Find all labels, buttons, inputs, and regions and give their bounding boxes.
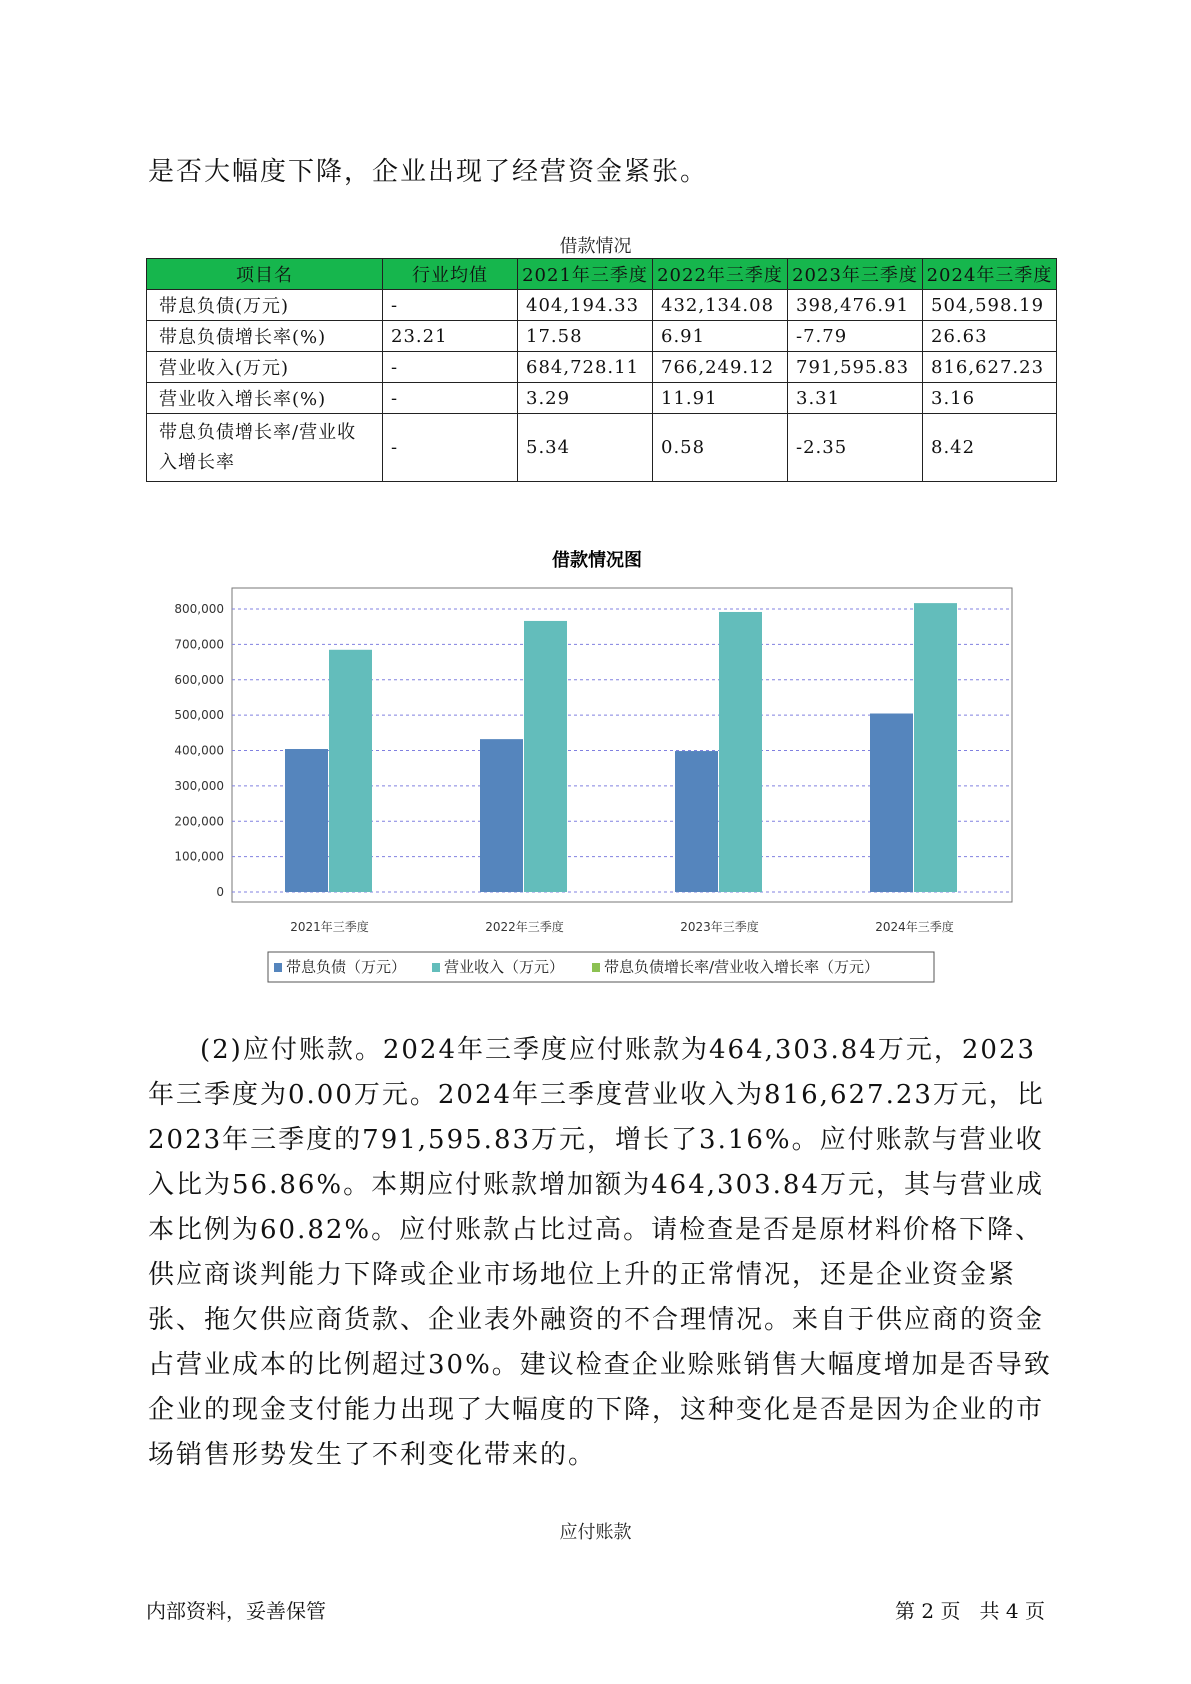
chart-legend-label: 带息负债增长率/营业收入增长率（万元） (604, 958, 880, 976)
chart-x-tick-label: 2023年三季度 (680, 920, 759, 934)
table-row (147, 321, 1057, 352)
table-row (147, 290, 1057, 321)
chart-bar (719, 612, 762, 892)
table-header-cell: 2023年三季度 (788, 259, 923, 290)
chart-bar (870, 713, 913, 892)
chart-y-tick-label: 300,000 (174, 778, 224, 793)
table-cell: 带息负债增长率(%) (147, 321, 383, 352)
chart-bar (675, 751, 718, 892)
table-cell: -7.79 (788, 321, 923, 352)
table-header-cell: 2022年三季度 (653, 259, 788, 290)
table-cell: - (383, 290, 518, 321)
table-cell: 3.31 (788, 383, 923, 414)
chart-y-tick-label: 800,000 (174, 602, 224, 616)
chart-x-tick-label: 2024年三季度 (875, 920, 954, 934)
chart-y-axis (174, 602, 224, 899)
table-cell: 684,728.11 (518, 352, 653, 383)
footer-page-number: 第 2 页 共 4 页 (895, 1599, 1045, 1623)
chart-x-tick-label: 2022年三季度 (485, 920, 564, 934)
accounts-payable-paragraph: (2)应付账款。2024年三季度应付账款为464,303.84万元，2023年三季度为0.00万元。2024年三季度营业收入为816,627.23万元，比2023年三季度的791,595.83万元，增长了3.16%。应付账款与营业收入比为56.86%。本期应付账款增加额为464,303.84万元，其与营业成本比例为60.82%。应付账款占比过高。请检查是否是原材料价格下降、供应商谈判能力下降或企业市场地位上升的正常情况，还是企业资金紧张、拖欠供应商货款、企业表外融资的不合理情况。来自于供应商的资金占营业成本的比例超过30%。建议检查企业赊账销售大幅度增加是否导致企业的现金支付能力出现了大幅度的下降，这种变化是否是因为企业的市场销售形势发生了不利变化带来的。 (148, 1035, 1052, 1470)
chart-y-tick-label: 100,000 (174, 849, 224, 864)
table-row (147, 352, 1057, 383)
table-cell: 3.29 (518, 383, 653, 414)
table-row (147, 414, 1057, 482)
chart-y-tick-label: 600,000 (174, 672, 224, 687)
table-cell: 404,194.33 (518, 290, 653, 321)
chart-y-tick-label: 400,000 (174, 743, 224, 758)
chart-x-tick-label: 2021年三季度 (290, 920, 369, 934)
table-cell: 504,598.19 (923, 290, 1057, 321)
table-cell: 816,627.23 (923, 352, 1057, 383)
table-cell: 8.42 (923, 414, 1057, 482)
chart-bar (329, 650, 372, 892)
table-header-cell: 行业均值 (383, 259, 518, 290)
chart-x-axis (290, 919, 954, 934)
table-cell: 带息负债增长率/营业收入增长率 (147, 414, 383, 482)
table-cell: 营业收入(万元) (147, 352, 383, 383)
chart-y-tick-label: 500,000 (174, 708, 224, 723)
chart-bar (524, 621, 567, 892)
loan-chart (0, 540, 1191, 990)
table-header-cell: 项目名 (147, 259, 383, 290)
table-cell: 6.91 (653, 321, 788, 352)
table-cell: - (383, 414, 518, 482)
chart-legend-label: 营业收入（万元） (444, 958, 565, 976)
table-header-cell: 2024年三季度 (923, 259, 1057, 290)
table-cell: 营业收入增长率(%) (147, 383, 383, 414)
table-cell: - (383, 352, 518, 383)
chart-bar (480, 739, 523, 892)
table-cell: -2.35 (788, 414, 923, 482)
table-cell: 带息负债(万元) (147, 290, 383, 321)
intro-paragraph: 是否大幅度下降，企业出现了经营资金紧张。 (148, 157, 709, 187)
chart-title: 借款情况图 (552, 550, 642, 571)
table-cell: 766,249.12 (653, 352, 788, 383)
chart-svg (0, 540, 1191, 990)
table-cell: 26.63 (923, 321, 1057, 352)
table-cell: 432,134.08 (653, 290, 788, 321)
chart-legend-label: 带息负债（万元） (286, 958, 407, 976)
table-cell: 398,476.91 (788, 290, 923, 321)
table-cell: - (383, 383, 518, 414)
chart-y-tick-label: 0 (216, 885, 224, 899)
loan-table (146, 258, 1057, 482)
table-header-row (147, 259, 1057, 290)
table-cell: 3.16 (923, 383, 1057, 414)
section-caption: 应付账款 (559, 1522, 632, 1543)
chart-bar (285, 749, 328, 892)
chart-legend-swatch (274, 963, 282, 972)
chart-legend (268, 952, 934, 982)
chart-y-tick-label: 700,000 (174, 637, 224, 652)
table-cell: 0.58 (653, 414, 788, 482)
chart-bar (914, 603, 957, 892)
table-header-cell: 2021年三季度 (518, 259, 653, 290)
table-caption: 借款情况 (559, 236, 632, 257)
table-cell: 5.34 (518, 414, 653, 482)
table-cell: 17.58 (518, 321, 653, 352)
chart-y-tick-label: 200,000 (174, 814, 224, 829)
chart-legend-swatch (592, 963, 600, 972)
table-cell: 791,595.83 (788, 352, 923, 383)
table-cell: 11.91 (653, 383, 788, 414)
chart-legend-swatch (432, 963, 440, 972)
footer-confidential-note: 内部资料，妥善保管 (146, 1599, 326, 1623)
table-cell: 23.21 (383, 321, 518, 352)
table-row (147, 383, 1057, 414)
